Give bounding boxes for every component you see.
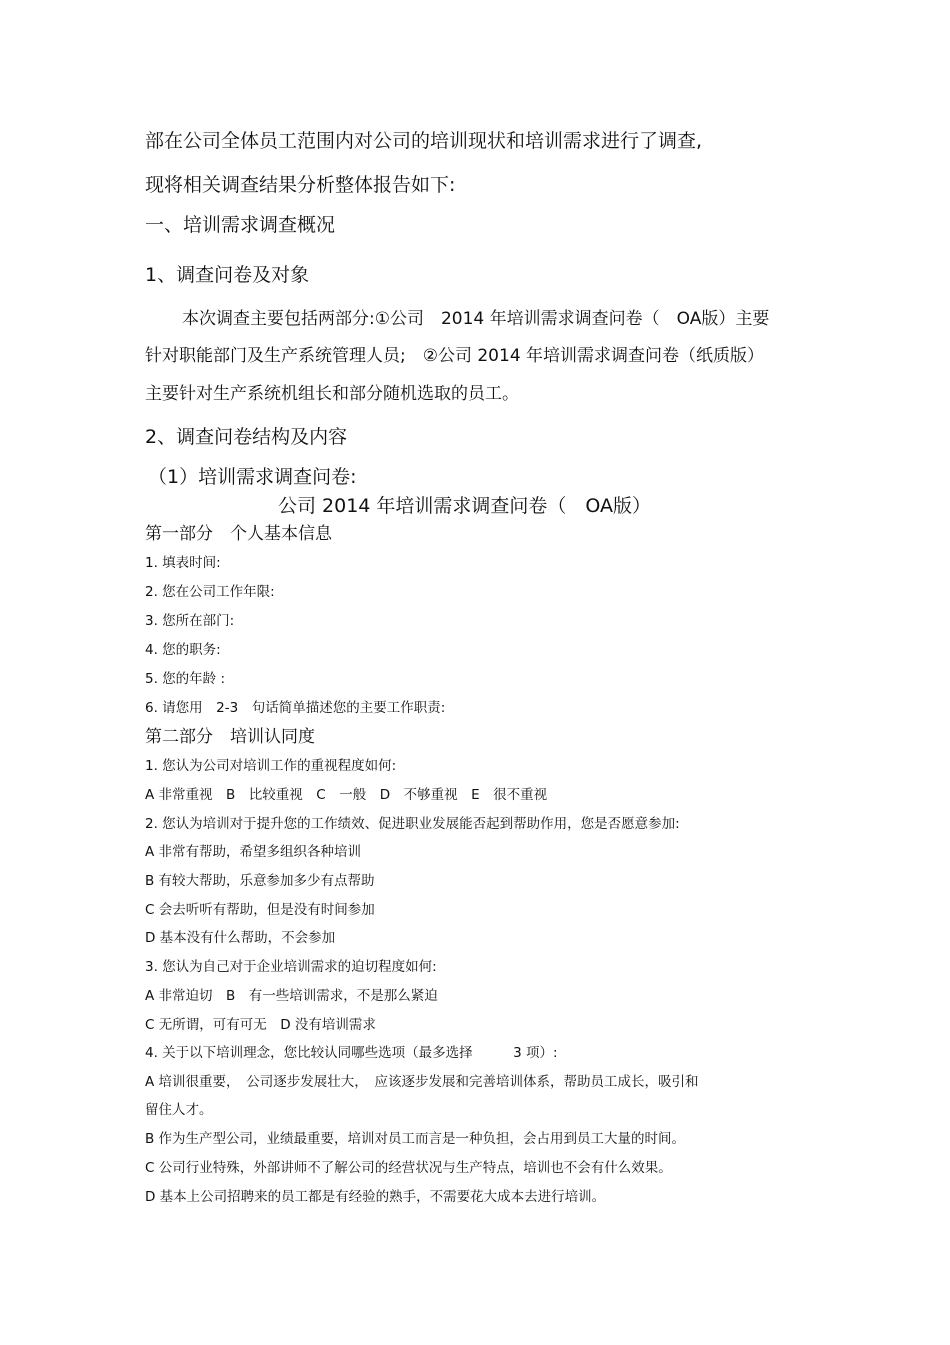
item-training-questionnaire: （1）培训需求调查问卷: — [148, 466, 357, 488]
paragraph-line-1: 本次调查主要包括两部分:①公司 2014 年培训需求调查问卷（ OA版）主要 — [182, 309, 770, 329]
part1-heading: 第一部分 个人基本信息 — [145, 524, 332, 544]
part2-line: A 非常重视 B 比较重视 C 一般 D 不够重视 E 很不重视 — [145, 787, 548, 803]
section-heading-overview: 一、培训需求调查概况 — [145, 214, 336, 236]
part2-line: A 非常有帮助，希望多组织各种培训 — [145, 844, 362, 860]
part1-question-6: 6. 请您用 2-3 句话简单描述您的主要工作职责: — [145, 700, 446, 716]
part2-line: B 有较大帮助，乐意参加多少有点帮助 — [145, 873, 375, 889]
part2-line: 4. 关于以下培训理念，您比较认同哪些选项（最多选择 3 项）: — [145, 1045, 558, 1061]
part2-line: A 非常迫切 B 有一些培训需求，不是那么紧迫 — [145, 988, 438, 1004]
part2-line: D 基本上公司招聘来的员工都是有经验的熟手，不需要花大成本去进行培训。 — [145, 1189, 606, 1205]
subheading-questionnaire-targets: 1、调查问卷及对象 — [145, 264, 310, 286]
part1-question-1: 1. 填表时间: — [145, 555, 221, 571]
subheading-structure-content: 2、调查问卷结构及内容 — [145, 426, 348, 448]
part2-line: C 公司行业特殊，外部讲师不了解公司的经营状况与生产特点，培训也不会有什么效果。 — [145, 1160, 672, 1176]
part2-line: A 培训很重要， 公司逐步发展壮大， 应该逐步发展和完善培训体系，帮助员工成长，吸引和 — [145, 1074, 699, 1090]
intro-line-2: 现将相关调查结果分析整体报告如下: — [145, 174, 456, 196]
paragraph-line-3: 主要针对生产系统机组长和部分随机选取的员工。 — [145, 384, 519, 404]
part2-line: 留住人才。 — [145, 1102, 213, 1118]
part2-line: B 作为生产型公司，业绩最重要，培训对员工而言是一种负担，会占用到员工大量的时间。 — [145, 1131, 686, 1147]
part1-question-2: 2. 您在公司工作年限: — [145, 584, 275, 600]
part2-line: 2. 您认为培训对于提升您的工作绩效、促进职业发展能否起到帮助作用，您是否愿意参加: — [145, 816, 680, 832]
part2-line: C 无所谓，可有可无 D 没有培训需求 — [145, 1017, 376, 1033]
part1-question-4: 4. 您的职务: — [145, 642, 221, 658]
paragraph-line-2: 针对职能部门及生产系统管理人员; ②公司 2014 年培训需求调查问卷（纸质版） — [145, 346, 765, 366]
part1-question-3: 3. 您所在部门: — [145, 613, 235, 629]
part2-line: C 会去听听有帮助，但是没有时间参加 — [145, 902, 375, 918]
questionnaire-title: 公司 2014 年培训需求调查问卷（ OA版） — [278, 495, 652, 517]
part1-question-5: 5. 您的年龄 : — [145, 671, 226, 687]
part2-line: D 基本没有什么帮助，不会参加 — [145, 930, 336, 946]
intro-line-1: 部在公司全体员工范围内对公司的培训现状和培训需求进行了调查, — [145, 130, 703, 152]
part2-line: 3. 您认为自己对于企业培训需求的迫切程度如何: — [145, 959, 437, 975]
part2-heading: 第二部分 培训认同度 — [145, 727, 315, 747]
part2-line: 1. 您认为公司对培训工作的重视程度如何: — [145, 758, 397, 774]
